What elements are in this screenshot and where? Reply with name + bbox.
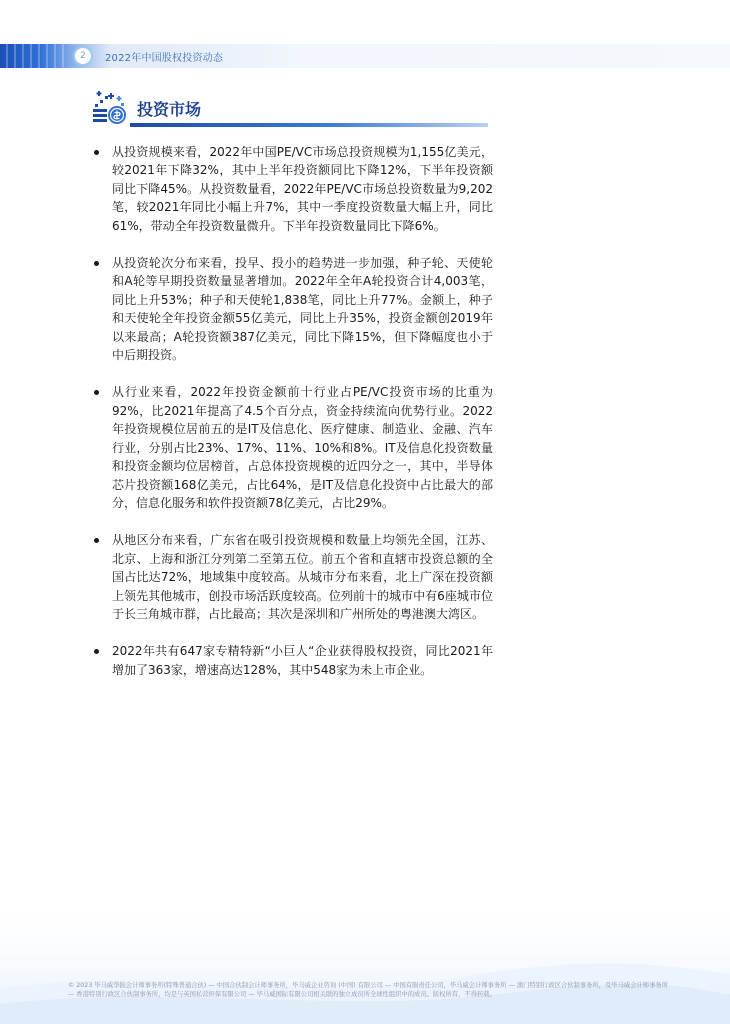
bullet-item (93, 254, 493, 364)
bullet-item (93, 383, 493, 512)
bullet-item (93, 642, 493, 679)
investment-market-icon (92, 90, 128, 126)
header-title: 2022年中国股权投资动态 (105, 53, 224, 64)
section-rule (130, 123, 488, 127)
bullet-text: 从投资轮次分布来看，投早、投小的趋势进一步加强，种子轮、天使轮和A轮等早期投资数量显著增加。2022年全年A轮投资合计4,003笔，同比上升53%；种子和天使轮1,838笔，同比上升77%。金额上，种子和天使轮全年投资金额55亿美元，同比上升35%，投资金额创2019年以来最高；A轮投资额387亿美元，同比下降15%，但下降幅度也小于中后期投资。 (112, 256, 493, 363)
bullet-list (93, 143, 493, 698)
page-number: 2 (80, 51, 86, 61)
bullet-dot (94, 261, 99, 266)
bullet-item (93, 531, 493, 623)
bullet-dot (94, 150, 99, 155)
footer-wave-decoration (0, 894, 730, 1024)
bullet-text: 从投资规模来看，2022年中国PE/VC市场总投资规模为1,155亿美元，较2021年下降32%，其中上半年投资额同比下降12%，下半年投资额同比下降45%。从投资数量看，2022年PE/VC市场总投资数量为9,202笔，较2021年同比小幅上升7%，其中一季度投资数量大幅上升，同比61%，带动全年投资数量微升。下半年投资数量同比下降6%。 (112, 145, 493, 233)
bullet-dot (94, 390, 99, 395)
bullet-dot (94, 649, 99, 654)
bullet-text: 从行业来看，2022年投资金额前十行业占PE/VC投资市场的比重为92%，比2021年提高了4.5个百分点，资金持续流向优势行业。2022年投资规模位居前五的是IT及信息化、医疗健康、制造业、金融、汽车行业，分别占比23%、17%、11%、10%和8%。IT及信息化投资数量和投资金额均位居榜首，占总体投资规模的近四分之一，其中，半导体芯片投资额168亿美元，占比64%，是IT及信息化投资中占比最大的部分，信息化服务和软件投资额78亿美元，占比29%。 (112, 385, 493, 510)
bullet-text: 从地区分布来看，广东省在吸引投资规模和数量上均领先全国，江苏、北京、上海和浙江分列第二至第五位。前五个省和直辖市投资总额的全国占比达72%，地域集中度较高。从城市分布来看，北上广深在投资额上领先其他城市，创投市场活跃度较高。位列前十的城市中有6座城市位于长三角城市群，占比最高；其次是深圳和广州所处的粤港澳大湾区。 (112, 533, 493, 621)
bullet-text: 2022年共有647家专精特新“小巨人“企业获得股权投资，同比2021年增加了363家，增速高达128%，其中548家为未上市企业。 (112, 644, 493, 677)
page-number-badge (73, 46, 93, 66)
header-band-stripes (0, 44, 70, 68)
bullet-item (93, 143, 493, 235)
section-title: 投资市场 (137, 100, 202, 119)
footer-copyright: © 2023 毕马威华振会计师事务所(特殊普通合伙) — 中国合伙制会计师事务所，毕马威企业咨询 (中国) 有限公司 — 中国有限责任公司，毕马威会计师事务所 — 澳门特别行政区合伙制事务所，及毕马威会计师事务所 — 香港特别行政区合伙制事务所，均是与英国私营担保有限公司 — 毕马威国际有限公司相关联的独立成员所全球性组织中的成员。版权所有，不得转载。 (68, 982, 668, 998)
bullet-dot (94, 538, 99, 543)
